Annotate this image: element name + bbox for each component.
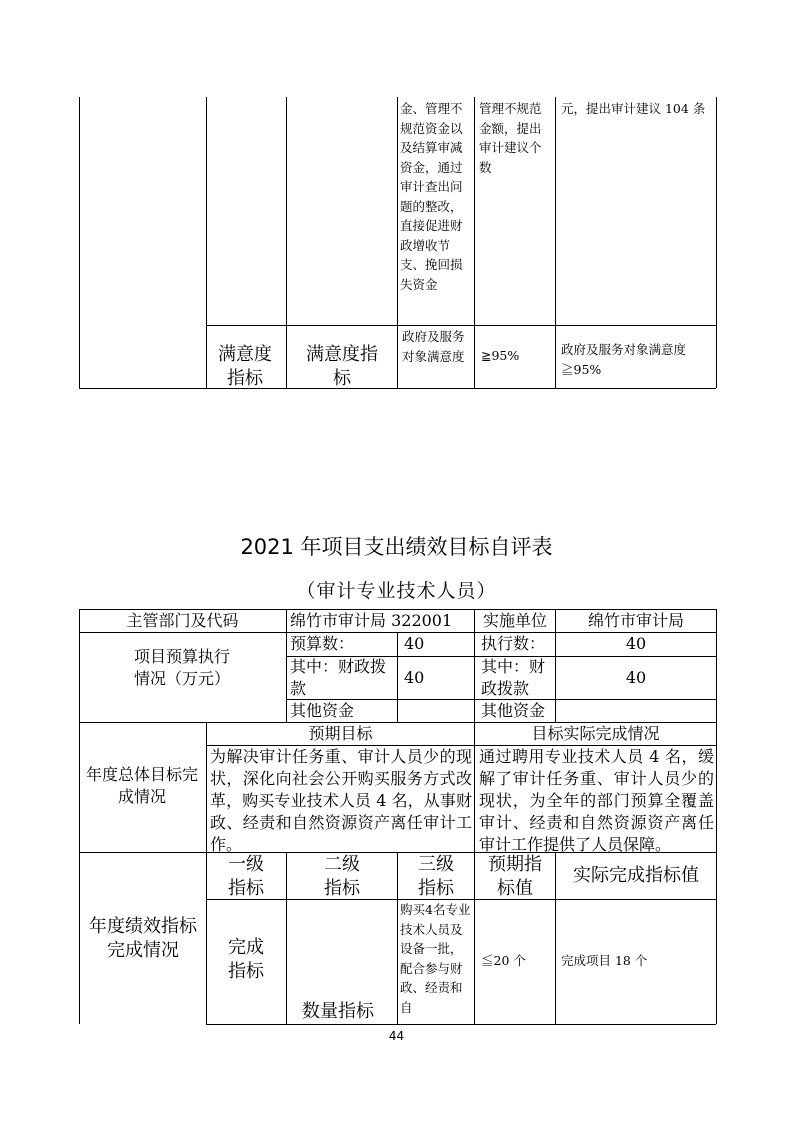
header-level1: 一级指标 — [228, 854, 264, 899]
row-expected: ≦20 个 — [481, 953, 526, 968]
header-level3: 三级指标 — [418, 854, 454, 899]
page-number: 44 — [388, 1029, 405, 1043]
header-actual: 实际完成指标值 — [573, 865, 699, 886]
budget-row2-value: 40 — [404, 668, 425, 687]
exec-row1-label: 执行数： — [481, 634, 546, 653]
top-row1-col5: 元，提出审计建议 104 条 — [561, 101, 706, 116]
dept-label: 主管部门及代码 — [126, 611, 239, 630]
budget-row2-label: 其中：财政拨款 — [290, 657, 387, 698]
impl-label: 实施单位 — [482, 611, 547, 630]
impl-value: 绵竹市审计局 — [587, 611, 684, 630]
row-level3: 购买4名专业技术人员及设备一批，配合参与财政、经责和自 — [400, 902, 471, 1015]
goal-label: 年度总体目标完成情况 — [86, 765, 199, 806]
top-row2-col2: 满意度指标 — [306, 344, 378, 389]
exec-row2-value: 40 — [625, 668, 647, 687]
top-row1-col4: 管理不规范金额，提出审计建议个数 — [479, 101, 542, 175]
budget-label: 项目预算执行情况（万元） — [133, 647, 230, 688]
expected-text: 为解决审计任务重、审计人员少的现状，深化向社会公开购买服务方式改革，购买专业技术人员 4 名，从事财政、经责和自然资源资产离任审计工作。 — [210, 747, 472, 854]
exec-row3-label: 其他资金 — [481, 701, 546, 720]
header-expected: 预期指标值 — [488, 854, 542, 899]
top-row2-col5: 政府及服务对象满意度≧95% — [561, 342, 687, 377]
indicator-label: 年度绩效指标完成情况 — [89, 916, 197, 961]
exec-row1-value: 40 — [625, 634, 647, 653]
top-row2-col3: 政府及服务对象满意度 — [402, 329, 465, 364]
page-subtitle: （审计专业技术人员） — [296, 580, 497, 602]
header-level2: 二级指标 — [324, 854, 360, 899]
budget-row1-label: 预算数： — [290, 634, 355, 653]
row-level2: 数量指标 — [302, 1001, 374, 1022]
expected-header: 预期目标 — [308, 724, 373, 743]
budget-row3-label: 其他资金 — [290, 701, 355, 720]
top-row2-col4: ≧95% — [481, 348, 520, 363]
actual-text: 通过聘用专业技术人员 4 名，缓解了审计任务重、审计人员少的现状，为全年的部门预算全覆盖审计、经责和自然资源资产离任审计工作提供了人员保障。 — [479, 747, 714, 854]
page-title: 2021 年项目支出绩效目标自评表 — [240, 535, 553, 559]
actual-header: 目标实际完成情况 — [531, 724, 660, 743]
row-level1: 完成指标 — [228, 937, 264, 982]
top-row1-col3: 金、管理不规范资金以及结算审减资金，通过审计查出问题的整改，直接促进财政增收节支、挽回损失资金 — [400, 101, 463, 292]
budget-row1-value: 40 — [404, 634, 425, 653]
top-row2-col1: 满意度指标 — [218, 344, 272, 389]
exec-row2-label: 其中：财政拨款 — [481, 657, 546, 698]
row-actual: 完成项目 18 个 — [561, 953, 648, 968]
dept-value: 绵竹市审计局 322001 — [290, 611, 453, 630]
